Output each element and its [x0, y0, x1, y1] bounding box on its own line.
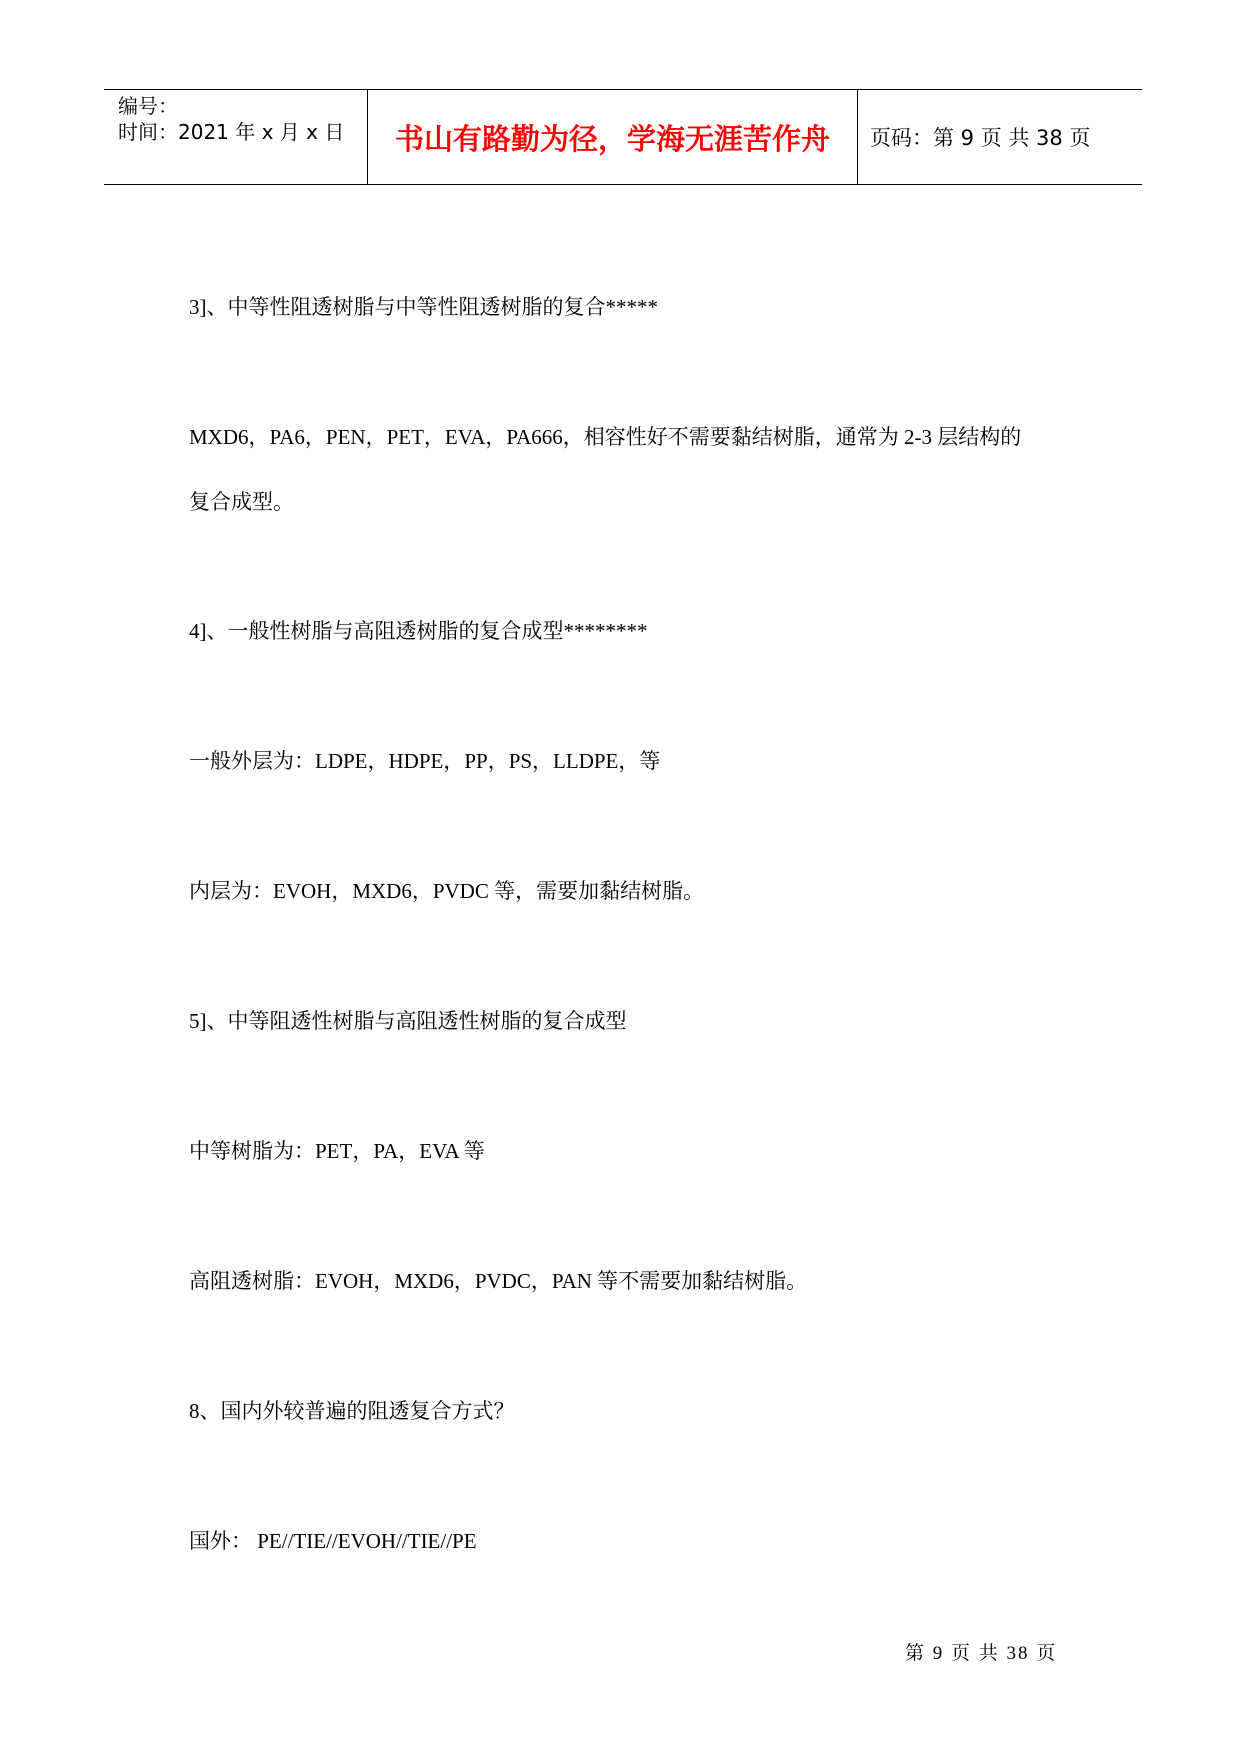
header-motto-cell — [368, 90, 858, 184]
header-page-number: 页码：第 9 页 共 38 页 — [870, 126, 1091, 150]
page-footer: 第 9 页 共 38 页 — [905, 1643, 1058, 1664]
header-motto: 书山有路勤为径，学海无涯苦作舟 — [394, 121, 830, 156]
paragraph-line: 一般外层为：LDPE，HDPE，PP，PS，LLDPE，等 — [189, 749, 661, 773]
paragraph-line: MXD6，PA6，PEN，PET，EVA，PA666，相容性好不需要黏结树脂，通常为 2-3 层结构的 — [189, 425, 1022, 449]
paragraph-line: 中等树脂为：PET，PA，EVA 等 — [189, 1139, 485, 1163]
page-header — [104, 89, 1142, 185]
document-number-label: 编号： — [118, 94, 178, 118]
header-info-cell — [104, 90, 368, 184]
document-time-label: 时间：2021 年 x 月 x 日 — [118, 120, 345, 144]
paragraph-line: 国外： PE//TIE//EVOH//TIE//PE — [189, 1529, 477, 1553]
section-heading-5: 5]、中等阻透性树脂与高阻透性树脂的复合成型 — [189, 1009, 627, 1033]
paragraph-line: 复合成型。 — [189, 490, 294, 514]
question-heading-8: 8、国内外较普遍的阻透复合方式？ — [189, 1399, 515, 1423]
section-heading-3: 3]、中等性阻透树脂与中等性阻透树脂的复合***** — [189, 295, 658, 319]
paragraph-line: 内层为：EVOH，MXD6，PVDC 等，需要加黏结树脂。 — [189, 879, 705, 903]
section-heading-4: 4]、一般性树脂与高阻透树脂的复合成型******** — [189, 619, 648, 643]
header-page-cell — [858, 90, 1142, 184]
paragraph-line: 高阻透树脂：EVOH，MXD6，PVDC，PAN 等不需要加黏结树脂。 — [189, 1269, 808, 1293]
